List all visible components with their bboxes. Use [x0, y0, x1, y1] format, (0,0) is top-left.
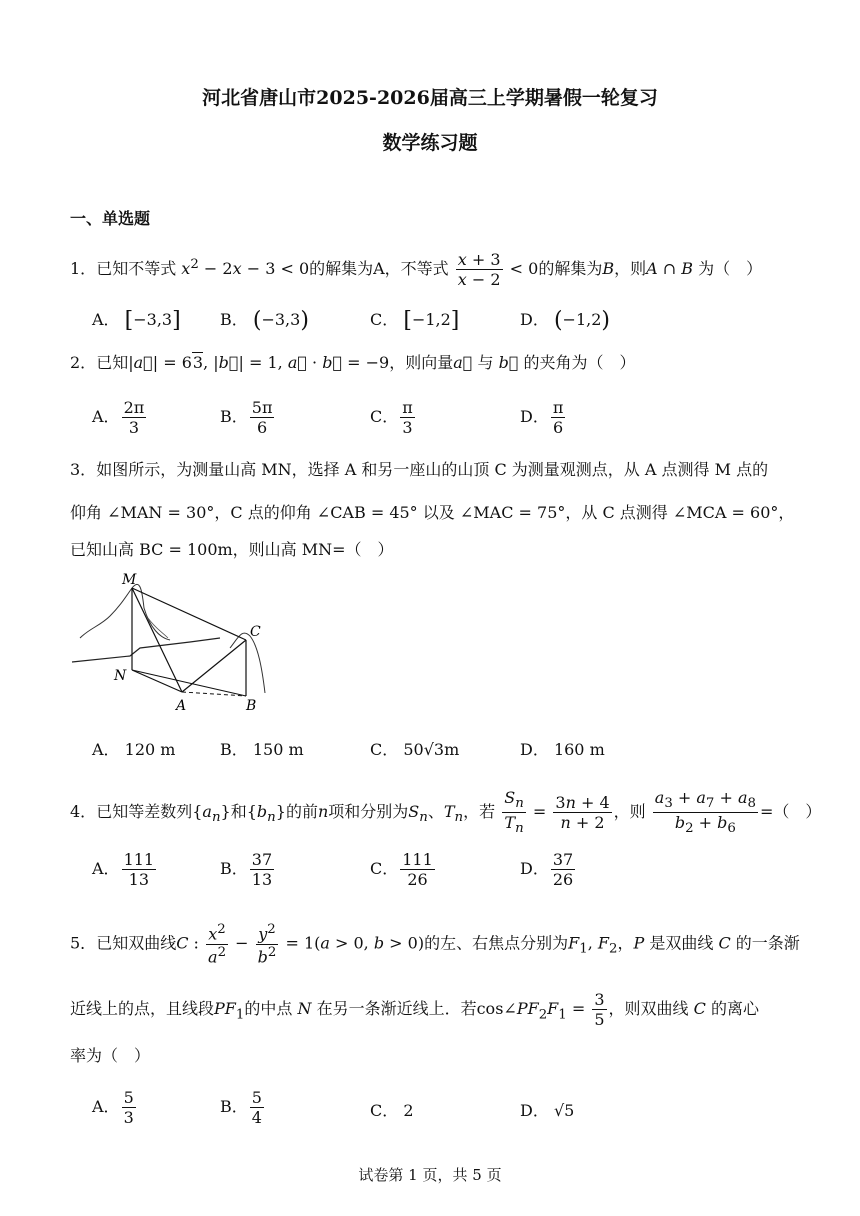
page-subtitle: 数学练习题	[382, 132, 478, 154]
option-d[interactable]: D． $\frac{37}{26}$	[520, 850, 574, 890]
question-5-line1: 5．已知双曲线C : $\frac{x^2}{a^2}$ − $\frac{y^2}{b^2}$ = 1(a > 0, b > 0)的左、右焦点分别为$F_1$, $F_2$，P 是双曲线 C 的一条渐	[70, 922, 800, 966]
option-a[interactable]: A． $\frac{5}{3}$	[92, 1088, 134, 1128]
label-m: M	[122, 572, 137, 588]
option-a[interactable]: A． $\frac{111}{13}$	[92, 850, 155, 890]
option-c[interactable]: C． [−1,2]	[370, 308, 460, 333]
question-3-line1: 3．如图所示，为测量山高 MN，选择 A 和另一座山的山顶 C 为测量观测点，从 A 点测得 M 点的	[70, 460, 769, 479]
option-b[interactable]: B． $\frac{5\pi}{6}$	[220, 398, 273, 438]
question-5-line3: 率为（ ）	[70, 1046, 151, 1065]
question-3-line3: 已知山高 BC = 100m，则山高 MN=（ ）	[70, 540, 394, 559]
section-heading: 一、单选题	[70, 209, 151, 228]
option-a[interactable]: A． 120 m	[92, 740, 176, 759]
label-c: C	[250, 624, 261, 640]
question-1: 1．已知不等式 $x^2 - 2x - 3 < 0$的解集为A，不等式 $\frac{x + 3}{x - 2}$ < 0的解集为B，则A ∩ B 为（ ）	[70, 250, 763, 290]
question-5-line2: 近线上的点，且线段$PF_1$的中点 N 在另一条渐近线上．若$\cos\angle PF_2F_1$ = $\frac{3}{5}$ ，则双曲线 C 的离心	[70, 990, 759, 1030]
option-d[interactable]: D． √5	[520, 1101, 575, 1120]
option-a[interactable]: A． $\frac{2\pi}{3}$	[92, 398, 145, 438]
option-a[interactable]: A． [−3,3]	[92, 308, 181, 333]
option-b[interactable]: B． 150 m	[220, 740, 304, 759]
page-title: 河北省唐山市2025-2026届高三上学期暑假一轮复习	[202, 87, 658, 109]
question-3-line2: 仰角 ∠MAN = 30°，C 点的仰角 ∠CAB = 45° 以及 ∠MAC = 75°，从 C 点测得 ∠MCA = 60°，	[70, 503, 795, 522]
label-b: B	[246, 698, 257, 714]
option-c[interactable]: C． $\frac{111}{26}$	[370, 850, 433, 890]
option-b[interactable]: B． (−3,3)	[220, 308, 309, 333]
option-d[interactable]: D． 160 m	[520, 740, 605, 759]
option-b[interactable]: B． $\frac{5}{4}$	[220, 1088, 262, 1128]
option-d[interactable]: D． (−1,2)	[520, 308, 610, 333]
mountain-figure	[70, 568, 300, 718]
question-4: 4．已知等差数列$\{a_n\}$和$\{b_n\}$的前n项和分别为$S_n$、$T_n$，若 $\frac{S_n}{T_n}$ = $\frac{3n + 4}{n + 2}$ ，则 $\frac{a_3 + a_7 + a_8}{b_2 + b_6}$ =（ ）	[70, 788, 822, 837]
option-c[interactable]: C． 2	[370, 1101, 414, 1120]
option-d[interactable]: D． $\frac{\pi}{6}$	[520, 398, 564, 438]
label-n: N	[114, 668, 127, 684]
page-footer: 试卷第 1 页，共 5 页	[358, 1166, 502, 1184]
option-b[interactable]: B． $\frac{37}{13}$	[220, 850, 273, 890]
option-c[interactable]: C． $\frac{\pi}{3}$	[370, 398, 413, 438]
option-c[interactable]: C． 50√3m	[370, 740, 460, 759]
label-a: A	[176, 698, 187, 714]
question-2: 2．已知|a⃗| = 63, |b⃗| = 1, a⃗ · b⃗ = −9，则向量a⃗ 与 b⃗ 的夹角为（ ）	[70, 353, 636, 372]
